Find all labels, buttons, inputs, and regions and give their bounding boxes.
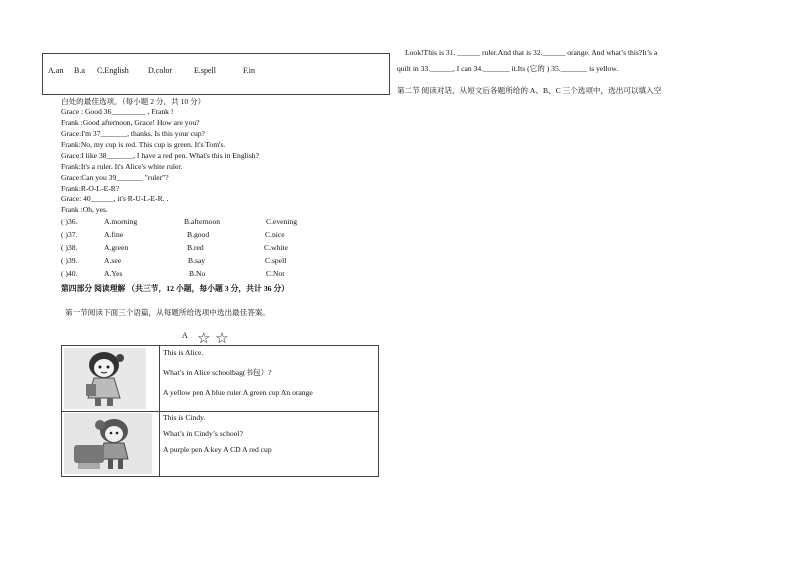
- girl-illustration-icon: [64, 348, 146, 409]
- option-c: C.Not: [266, 269, 285, 278]
- cindy-options: A purple pen A key A CD A red cup: [163, 445, 272, 454]
- option-b: B.afternoon: [184, 217, 221, 226]
- word-bank-box: [42, 53, 390, 95]
- option-c: C.evening: [266, 217, 298, 226]
- option-b: B.No: [189, 269, 206, 278]
- dialogue-line: Grace:Can you 39_______ "ruler"?: [61, 173, 169, 182]
- option-c: C.white: [264, 243, 288, 252]
- option-b: B.red: [187, 243, 204, 252]
- table-column-divider: [159, 346, 160, 476]
- dialogue-line: Frank :Good afternoon, Grace! How are you?: [61, 118, 200, 127]
- dialogue-line: Grace:I'm 37_______, thanks. Is this your cup?: [61, 129, 205, 138]
- alice-line2: What’s in Alice schoolbag(书包）?: [163, 368, 272, 377]
- dialogue-line: Frank:No, my cup is red. This cup is green. It's Tom's.: [61, 140, 226, 149]
- option-a: A.fine: [104, 230, 124, 239]
- passage-label: A: [182, 331, 188, 340]
- word-bank-option: D.color: [148, 66, 173, 75]
- dialogue-line: Grace : Good 36_________ , Frank !: [61, 107, 174, 116]
- cindy-line1: This is Cindy.: [163, 413, 206, 422]
- alice-line1: This is Alice.: [163, 348, 204, 357]
- part4-heading: 第四部分 阅读理解 （共三节，12 小题，每小题 3 分，共计 36 分）: [61, 284, 290, 293]
- cloze-intro: 白处的最佳选项。（每小题 2 分，共 10 分）: [61, 97, 206, 106]
- cindy-picture: [64, 413, 152, 474]
- table-row-divider: [62, 411, 378, 412]
- word-bank-option: C.English: [97, 66, 129, 75]
- option-a: A.morning: [104, 217, 138, 226]
- word-bank-option: E.spell: [194, 66, 216, 75]
- option-b: B.good: [187, 230, 210, 239]
- option-b: B.say: [188, 256, 206, 265]
- dialogue-line: Grace:I like 38_______, I have a red pen. What's this in English?: [61, 151, 259, 160]
- girl-with-bag-icon: [64, 413, 152, 474]
- question-number: ( )38.: [61, 243, 78, 252]
- option-c: C.spell: [265, 256, 287, 265]
- alice-picture: [64, 348, 146, 409]
- word-bank-option: F.in: [243, 66, 256, 75]
- section1-intro: 第一节阅读下面三个语篇，从每题所给选项中选出最佳答案。: [65, 308, 271, 317]
- section2-instructions: 第二节 阅读对话，从短文后各题所给的 A、B、C 三个选项中，选出可以填入空: [397, 86, 662, 95]
- star-icon: ☆ ☆: [197, 329, 229, 347]
- option-c: C.nice: [265, 230, 285, 239]
- dialogue-line: Frank :Oh, yes.: [61, 205, 108, 214]
- question-number: ( )37.: [61, 230, 78, 239]
- question-number: ( )36.: [61, 217, 78, 226]
- word-bank-option: A.an: [48, 66, 64, 75]
- cloze-passage-line1: Look!This is 31. ______ ruler.And that is 32.______ orange. And what’s this?It’s a: [405, 48, 658, 57]
- option-a: A.see: [104, 256, 122, 265]
- option-a: A.green: [104, 243, 129, 252]
- question-number: ( )40.: [61, 269, 78, 278]
- cloze-passage-line2: quilt in 33.______, I can 34._______ it.Its (它的 ) 35._______ is yellow.: [397, 64, 619, 73]
- option-a: A.Yes: [104, 269, 123, 278]
- dialogue-line: Frank:It's a ruler. It's Alice's white ruler.: [61, 162, 183, 171]
- cindy-line2: What’s in Cindy’s school?: [163, 429, 243, 438]
- dialogue-line: Grace: 40______, it's R-U-L-E-R. .: [61, 194, 169, 203]
- alice-options: A yellow pen A blue ruler A green cup An orange: [163, 388, 313, 397]
- question-number: ( )39.: [61, 256, 78, 265]
- word-bank-option: B.a: [74, 66, 85, 75]
- reading-table: [61, 345, 379, 477]
- dialogue-line: Frank:R-O-L-E-R?: [61, 184, 120, 193]
